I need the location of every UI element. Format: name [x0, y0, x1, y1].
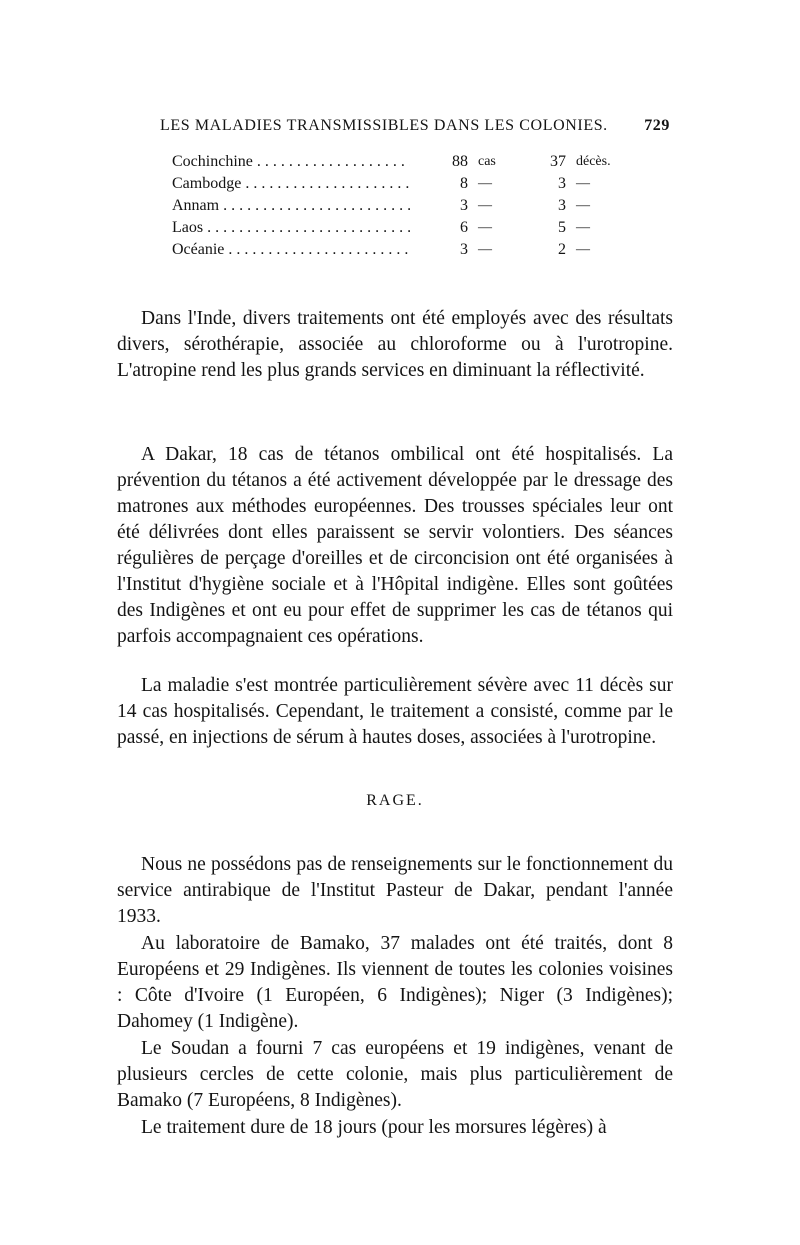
table-row: [172, 173, 622, 195]
paragraph-bamako: Au laboratoire de Bamako, 37 malades ont été traités, dont 8 Européens et 29 Indigènes. Ils viennent de toutes les colonies voisines : Côte d'Ivoire (1 Européen, 6 Indigènes); Niger (3 Indigènes); Dahomey (1 Indigène).: [117, 932, 673, 1032]
deaths-unit: —: [576, 242, 590, 257]
country-name: Annam . . .: [172, 195, 410, 217]
cases-count: 3: [460, 241, 468, 258]
country-name: Cochinchine . . .: [172, 151, 410, 173]
running-title: LES MALADIES TRANSMISSIBLES DANS LES COLONIES.: [160, 117, 608, 134]
paragraph-inde: Dans l'Inde, divers traitements ont été employés avec des résultats divers, sérothérapie, associée au chloroforme ou à l'urotropine. L'atropine rend les plus grands services en diminuant la réflectivité.: [117, 307, 673, 381]
section-heading-rage: RAGE.: [366, 792, 424, 809]
cases-count: 3: [460, 197, 468, 214]
paragraph-severity: La maladie s'est montrée particulièrement sévère avec 11 décès sur 14 cas hospitalisés. Cependant, le traitement a consisté, comme par le passé, en injections de sérum à hautes doses, associées à l'urotropine.: [117, 674, 673, 748]
cases-unit: —: [478, 198, 492, 213]
deaths-count: 3: [558, 175, 566, 192]
deaths-unit: décès.: [576, 154, 611, 169]
deaths-unit: —: [576, 198, 590, 213]
country-name: Cambodge . . .: [172, 173, 410, 195]
deaths-unit: —: [576, 176, 590, 191]
cases-unit: —: [478, 176, 492, 191]
table-row: [172, 195, 622, 217]
cases-unit: —: [478, 220, 492, 235]
table-row: [172, 151, 622, 173]
deaths-count: 37: [550, 153, 566, 170]
cases-count: 88: [452, 153, 468, 170]
page-number: 729: [644, 117, 670, 134]
deaths-count: 3: [558, 197, 566, 214]
deaths-count: 5: [558, 219, 566, 236]
deaths-count: 2: [558, 241, 566, 258]
cases-unit: —: [478, 242, 492, 257]
statistics-table: [172, 151, 622, 261]
cases-count: 8: [460, 175, 468, 192]
paragraph-dakar: A Dakar, 18 cas de tétanos ombilical ont été hospitalisés. La prévention du tétanos a été activement développée par le dressage des matrones aux méthodes européennes. Des trousses spéciales leur ont été délivrées dont elles paraissent se servir volontiers. Des séances régulières de perçage d'oreilles et de circoncision ont été organisées à l'Institut d'hygiène sociale et à l'Hôpital indigène. Elles sont goûtées des Indigènes et ont eu pour effet de supprimer les cas de tétanos qui parfois accompagnaient ces opérations.: [117, 443, 673, 647]
cases-unit: cas: [478, 154, 496, 169]
table-row: [172, 239, 622, 261]
paragraph-renseignements: Nous ne possédons pas de renseignements sur le fonctionnement du service antirabique de l'Institut Pasteur de Dakar, pendant l'année 1933.: [117, 853, 673, 927]
country-name: Océanie . . .: [172, 239, 410, 261]
table-row: [172, 217, 622, 239]
paragraph-traitement: Le traitement dure de 18 jours (pour les morsures légères) à: [141, 1116, 607, 1138]
cases-count: 6: [460, 219, 468, 236]
country-name: Laos . . .: [172, 217, 410, 239]
deaths-unit: —: [576, 220, 590, 235]
paragraph-soudan: Le Soudan a fourni 7 cas européens et 19 indigènes, venant de plusieurs cercles de cette colonie, mais plus particulièrement de Bamako (7 Européens, 8 Indigènes).: [117, 1037, 673, 1111]
